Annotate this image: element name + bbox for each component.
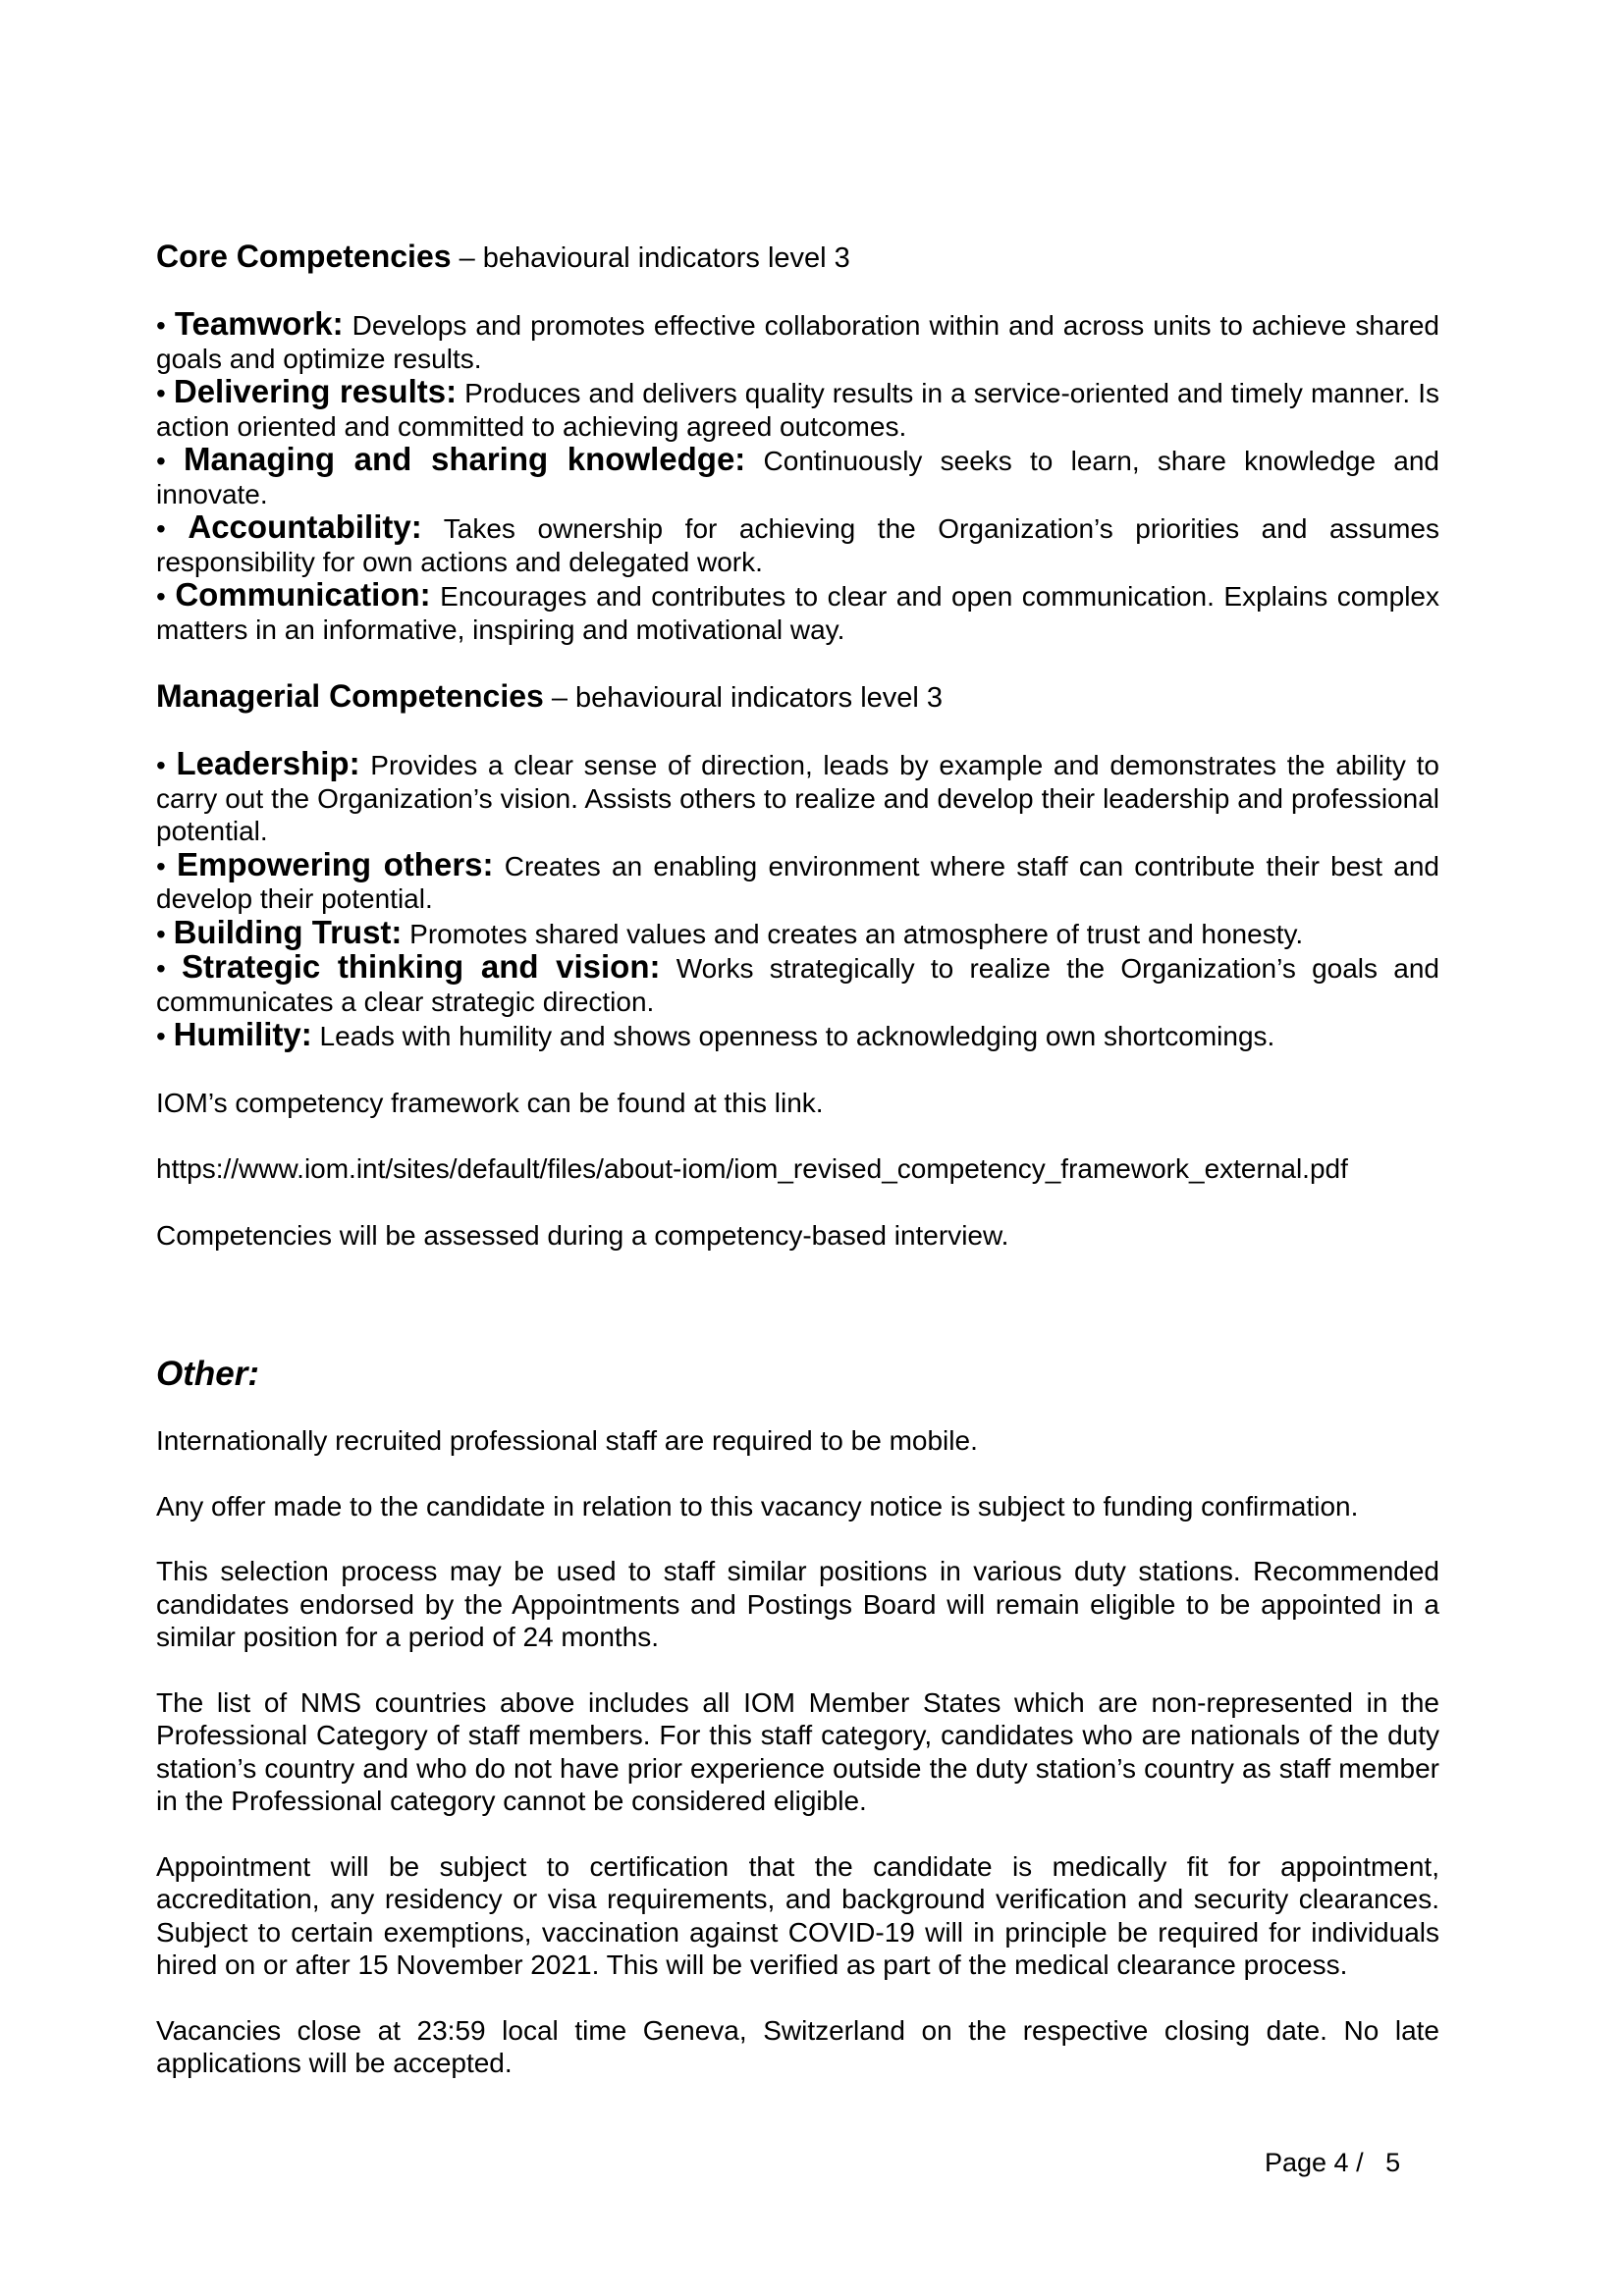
competency-term: Accountability: — [188, 508, 422, 545]
managerial-competencies-heading — [156, 678, 1439, 716]
other-paragraph: Vacancies close at 23:59 local time Geneva, Switzerland on the respective closing date. No late applications will be accepted. — [156, 2014, 1439, 2078]
competency-term: Delivering results: — [173, 373, 458, 409]
competency-description: Takes ownership for achieving the Organization’s priorities and assumes responsibility for own actions and delegated work. — [156, 513, 1439, 577]
core-heading-title: Core Competencies — [156, 239, 452, 274]
page-number: Page 4 / 5 — [1265, 2148, 1401, 2177]
other-paragraph: The list of NMS countries above includes all IOM Member States which are non-represented in the Professional Category of staff members. For this staff category, candidates who are nationals of the duty station’s country and who do not have prior experience outside the duty station’s country as staff member in the Professional category cannot be considered eligible. — [156, 1686, 1439, 1816]
framework-text: IOM’s competency framework can be found at this link. — [156, 1087, 824, 1118]
list-item: • Communication: Encourages and contributes to clear and open communication. Explains complex matters in an informative, inspiring and motivational way. — [156, 576, 1439, 645]
core-heading-subtitle: – behavioural indicators level 3 — [451, 242, 850, 274]
list-item: • Humility: Leads with humility and shows openness to acknowledging own shortcomings. — [156, 1016, 1275, 1052]
competency-term: Communication: — [175, 576, 431, 613]
managerial-competencies-list — [156, 747, 1439, 1053]
list-item: • Leadership: Provides a clear sense of direction, leads by example and demonstrates the ability to carry out the Organization’s vision. Assists others to realize and develop their leadership and professional potential. — [156, 745, 1439, 846]
managerial-heading-title: Managerial Competencies — [156, 678, 544, 714]
core-competencies-heading — [156, 239, 1439, 276]
competency-description: Works strategically to realize the Organization’s goals and communicates a clear strategic direction. — [156, 953, 1439, 1017]
assessment-text: Competencies will be assessed during a competency-based interview. — [156, 1219, 1009, 1251]
list-item: • Delivering results: Produces and delivers quality results in a service-oriented and timely manner. Is action oriented and committed to achieving agreed outcomes. — [156, 373, 1439, 442]
competency-term: Building Trust: — [173, 913, 403, 950]
competency-term: Leadership: — [176, 745, 360, 781]
managerial-heading-subtitle: – behavioural indicators level 3 — [543, 682, 944, 714]
list-item: • Strategic thinking and vision: Works strategically to realize the Organization’s goals and communicates a clear strategic direction. — [156, 948, 1439, 1017]
framework-link[interactable]: https://www.iom.int/sites/default/files/about-iom/iom_revised_competency_framework_external.pdf — [156, 1153, 1348, 1184]
document-page — [156, 239, 1439, 2080]
list-item: • Managing and sharing knowledge: Continuously seeks to learn, share knowledge and innovate. — [156, 441, 1439, 509]
competency-term: Strategic thinking and vision: — [182, 948, 661, 985]
list-item: • Accountability: Takes ownership for achieving the Organization’s priorities and assumes responsibility for own actions and delegated work. — [156, 508, 1439, 577]
other-paragraph: Any offer made to the candidate in relation to this vacancy notice is subject to funding confirmation. — [156, 1490, 1359, 1522]
competency-description: Promotes shared values and creates an atmosphere of trust and honesty. — [402, 918, 1304, 949]
other-paragraph: Internationally recruited professional staff are required to be mobile. — [156, 1425, 978, 1456]
competency-term: Teamwork: — [174, 305, 344, 342]
list-item: • Empowering others: Creates an enabling environment where staff can contribute their best and develop their potential. — [156, 845, 1439, 914]
other-paragraph: This selection process may be used to staff similar positions in various duty stations. Recommended candidates endorsed by the Appointments and Postings Board will remain eligible to be appointed in a similar position for a period of 24 months. — [156, 1556, 1439, 1652]
list-item: • Building Trust: Promotes shared values and creates an atmosphere of trust and honesty. — [156, 913, 1304, 950]
competency-description: Leads with humility and shows openness to acknowledging own shortcomings. — [311, 1021, 1275, 1051]
competency-description: Produces and delivers quality results in a service-oriented and timely manner. Is action oriented and committed to achieving agreed outcomes. — [156, 378, 1439, 442]
competency-description: Creates an enabling environment where staff can contribute their best and develop their potential. — [156, 850, 1439, 914]
competency-term: Humility: — [173, 1016, 312, 1052]
competency-description: Continuously seeks to learn, share knowledge and innovate. — [156, 446, 1439, 509]
competency-description: Encourages and contributes to clear and open communication. Explains complex matters in an informative, inspiring and motivational way. — [156, 581, 1439, 645]
core-competencies-list — [156, 307, 1439, 646]
competency-term: Managing and sharing knowledge: — [184, 441, 746, 477]
competency-description: Develops and promotes effective collaboration within and across units to achieve shared goals and optimize results. — [156, 310, 1439, 374]
competency-term: Empowering others: — [177, 845, 494, 882]
competency-description: Provides a clear sense of direction, leads by example and demonstrates the ability to carry out the Organization’s vision. Assists others to realize and develop their leadership and professional potential. — [156, 750, 1439, 846]
other-paragraph: Appointment will be subject to certification that the candidate is medically fit for appointment, accreditation, any residency or visa requirements, and background verification and security clearances. Subject to certain exemptions, vaccination against COVID-19 will in principle be required for individuals hired on or after 15 November 2021. This will be verified as part of the medical clearance process. — [156, 1850, 1439, 1980]
list-item: • Teamwork: Develops and promotes effective collaboration within and across units to achieve shared goals and optimize results. — [156, 305, 1439, 374]
other-heading: Other: — [156, 1355, 259, 1393]
